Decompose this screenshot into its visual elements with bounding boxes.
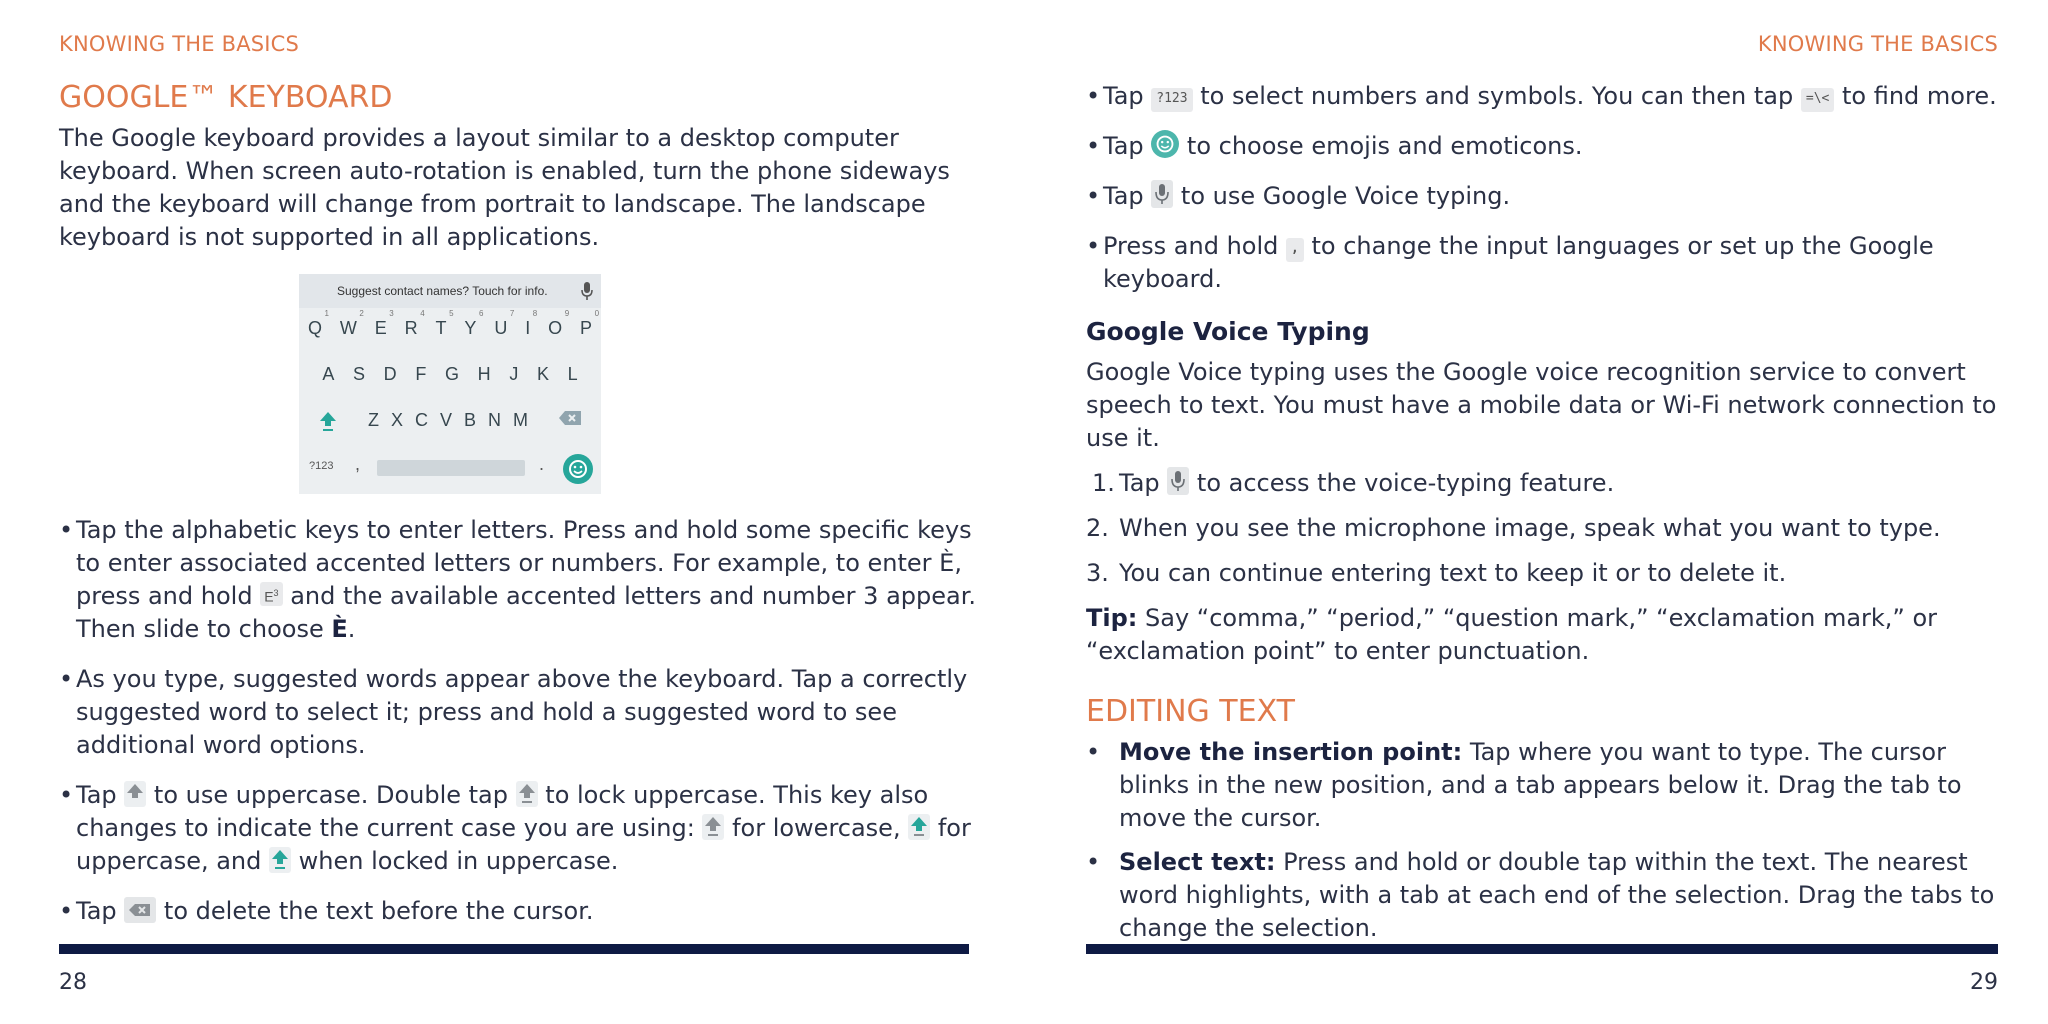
shift-lowercase-icon [702, 814, 724, 840]
bullet-emoji [1086, 130, 1998, 163]
key-b: B [464, 410, 477, 430]
symbols-key-icon: ?123 [1151, 88, 1192, 112]
key-z: Z [367, 410, 379, 430]
step-number: 3. [1086, 559, 1109, 587]
bullet-text-end: . [347, 615, 356, 643]
intro-paragraph: The Google keyboard provides a layout similar to a desktop computer keyboard. When screen auto-rotation is enabled, turn the phone sideways and the keyboard will change from portrait to landscape. The landscape keyboard is not supported in all applications. [59, 124, 950, 251]
bullet-text: to change the input languages or set up the Google keyboard. [1103, 232, 1934, 293]
key-digit: 9 [564, 309, 570, 318]
key-x: X [390, 410, 403, 430]
microphone-icon [581, 282, 593, 300]
bullet-text: for lowercase, [732, 814, 901, 842]
key-p: P 0 [580, 309, 600, 338]
step-2 [1086, 512, 1998, 545]
tip-label: Tip: [1086, 604, 1138, 632]
key-c: C [414, 410, 428, 430]
bullet-bold-label: Select text: [1119, 848, 1276, 876]
running-head-left: KNOWING THE BASICS [59, 32, 300, 56]
bullet-text: when locked in uppercase. [298, 847, 619, 875]
bullet-text: Tap [76, 897, 117, 925]
spacebar [377, 460, 525, 476]
key-digit: 6 [478, 309, 484, 318]
key-digit: 2 [359, 309, 364, 318]
bullet-text: As you type, suggested words appear above the keyboard. Tap a correctly suggested word to select it; press and hold a suggested word to see additional word options. [76, 665, 968, 759]
shift-icon [516, 781, 538, 807]
backspace-icon [124, 897, 156, 923]
page-number-left: 28 [59, 970, 87, 995]
bullet-text: Tap [1103, 132, 1144, 160]
comma-key: , [355, 454, 361, 474]
bullet-voice [1086, 180, 1998, 213]
footer-rule-right [1086, 944, 1998, 954]
running-head-right: KNOWING THE BASICS [1757, 32, 1998, 56]
microphone-icon [1151, 180, 1173, 208]
key-q: Q 1 [307, 309, 329, 338]
comma-key-icon: , [1286, 238, 1304, 262]
key-m: M [513, 410, 529, 430]
bullet-suggested-words [59, 663, 979, 762]
suggestion-strip [299, 274, 601, 308]
key-d: D [383, 364, 397, 384]
step-text: You can continue entering text to keep it or to delete it. [1119, 559, 1787, 587]
bullet-text: to use Google Voice typing. [1180, 182, 1511, 210]
bullet-text: Tap where you want to type. The cursor blinks in the new position, and a tab appears below it. Drag the tab to move the cursor. [1119, 738, 1962, 832]
bullet-dot: • [59, 781, 74, 809]
key-digit: 5 [449, 309, 454, 318]
bullet-text: Tap the alphabetic keys to enter letters. Press and hold some specific keys to enter associated accented letters or numbers. For example, to enter È, press and hold [76, 516, 972, 610]
bullet-dot: • [1086, 132, 1101, 160]
key-digit: 8 [532, 309, 538, 318]
key-r: R 4 [404, 309, 425, 338]
key-f: F [415, 364, 427, 384]
key-e: E 3 [374, 309, 394, 338]
key-n: N [488, 410, 502, 430]
key-a: A [322, 364, 335, 384]
subheading-google-voice-typing: Google Voice Typing [1086, 317, 1370, 346]
section-title-google-keyboard: GOOGLE™ KEYBOARD [59, 80, 393, 115]
keyboard-row-3-letters [368, 410, 528, 432]
bullet-text: to delete the text before the cursor. [163, 897, 594, 925]
left-content [59, 80, 979, 945]
step-text: Tap [1119, 469, 1160, 497]
bullet-dot: • [1086, 82, 1101, 110]
bullet-text: Tap [1103, 82, 1144, 110]
step-text: to access the voice-typing feature. [1196, 469, 1615, 497]
voice-intro-paragraph: Google Voice typing uses the Google voice recognition service to convert speech to text. You must have a mobile data or Wi-Fi network connection to use it. [1086, 358, 1997, 452]
shift-uppercase-icon [908, 814, 930, 840]
key-y: Y 6 [464, 309, 484, 338]
bullet-text: for uppercase, and [76, 814, 971, 875]
shift-locked-icon [269, 847, 291, 873]
key-digit: 1 [324, 309, 329, 318]
bullet-dot: • [1086, 232, 1101, 260]
keyboard-row-3 [299, 410, 601, 432]
more-symbols-key-icon: =\< [1801, 88, 1834, 112]
bullet-move-insertion-point [1086, 736, 1998, 835]
bullet-symbols [1086, 80, 1998, 113]
e-key-icon [260, 582, 282, 606]
bullet-delete [59, 895, 979, 928]
page-number-right: 29 [1970, 970, 1998, 995]
bullet-text: and the available accented letters and number 3 appear. Then slide to choose [76, 582, 977, 643]
key-v: V [439, 410, 452, 430]
bullet-dot: • [59, 897, 74, 925]
key-digit: 0 [594, 309, 600, 318]
right-content [1086, 80, 1998, 956]
emoji-icon [1151, 130, 1179, 158]
shift-icon [124, 781, 146, 807]
bullet-text: to choose emojis and emoticons. [1186, 132, 1583, 160]
keyboard-row-2 [299, 364, 601, 385]
keyboard-row-1 [299, 309, 601, 339]
bullet-text: to use uppercase. Double tap [153, 781, 508, 809]
key-w: W 2 [339, 309, 364, 338]
bullet-languages [1086, 230, 1998, 296]
key-j: J [509, 364, 519, 384]
e-key-letter: E [264, 589, 274, 605]
bullet-text: Press and hold [1103, 232, 1279, 260]
key-h: H [477, 364, 491, 384]
key-k: K [536, 364, 549, 384]
emoji-icon [563, 454, 593, 484]
bullet-dot: • [1086, 738, 1101, 766]
step-number: 1. [1092, 469, 1115, 497]
key-o: O 9 [548, 309, 570, 338]
bullet-alphabetic-keys [59, 514, 979, 646]
bullet-dot: • [59, 665, 74, 693]
bullet-bold-letter: È [331, 615, 348, 643]
key-u: U 7 [494, 309, 515, 338]
key-l: L [567, 364, 578, 384]
section-title-editing-text: EDITING TEXT [1086, 694, 1295, 729]
key-digit: 3 [389, 309, 394, 318]
symbols-key: ?123 [309, 460, 334, 472]
backspace-icon [558, 410, 582, 426]
microphone-icon [1167, 467, 1189, 495]
period-key: . [539, 454, 545, 474]
bullet-bold-label: Move the insertion point: [1119, 738, 1463, 766]
bullet-dot: • [1086, 182, 1101, 210]
tip-text: Say “comma,” “period,” “question mark,” “exclamation mark,” or “exclamation point” to enter punctuation. [1086, 604, 1938, 665]
bullet-text: Press and hold or double tap within the text. The nearest word highlights, with a tab at each end of the selection. Drag the tabs to change the selection. [1119, 848, 1995, 942]
key-i: I 8 [525, 309, 538, 338]
footer-rule-left [59, 944, 969, 954]
step-number: 2. [1086, 514, 1109, 542]
bullet-text: Tap [1103, 182, 1144, 210]
bullet-uppercase [59, 779, 979, 878]
suggestion-text: Suggest contact names? Touch for info. [337, 284, 548, 298]
step-text: When you see the microphone image, speak what you want to type. [1119, 514, 1941, 542]
bullet-text: to lock uppercase. This key also changes to indicate the current case you are using: [76, 781, 929, 842]
bullet-text: Tap [76, 781, 117, 809]
e-key-digit: 3 [273, 588, 279, 599]
keyboard-illustration [299, 274, 601, 494]
bullet-text: to find more. [1842, 82, 1997, 110]
bullet-dot: • [59, 516, 74, 544]
right-page [1024, 0, 2048, 1024]
key-s: S [353, 364, 366, 384]
tip-paragraph [1086, 602, 1998, 668]
step-1 [1086, 467, 1998, 500]
key-g: G [444, 364, 459, 384]
shift-icon [318, 410, 338, 432]
step-3 [1086, 557, 1998, 590]
bullet-dot: • [1086, 848, 1101, 876]
key-digit: 7 [509, 309, 515, 318]
bullet-select-text [1086, 846, 1998, 945]
key-digit: 4 [420, 309, 425, 318]
bullet-text: to select numbers and symbols. You can then tap [1200, 82, 1794, 110]
key-t: T 5 [435, 309, 454, 338]
